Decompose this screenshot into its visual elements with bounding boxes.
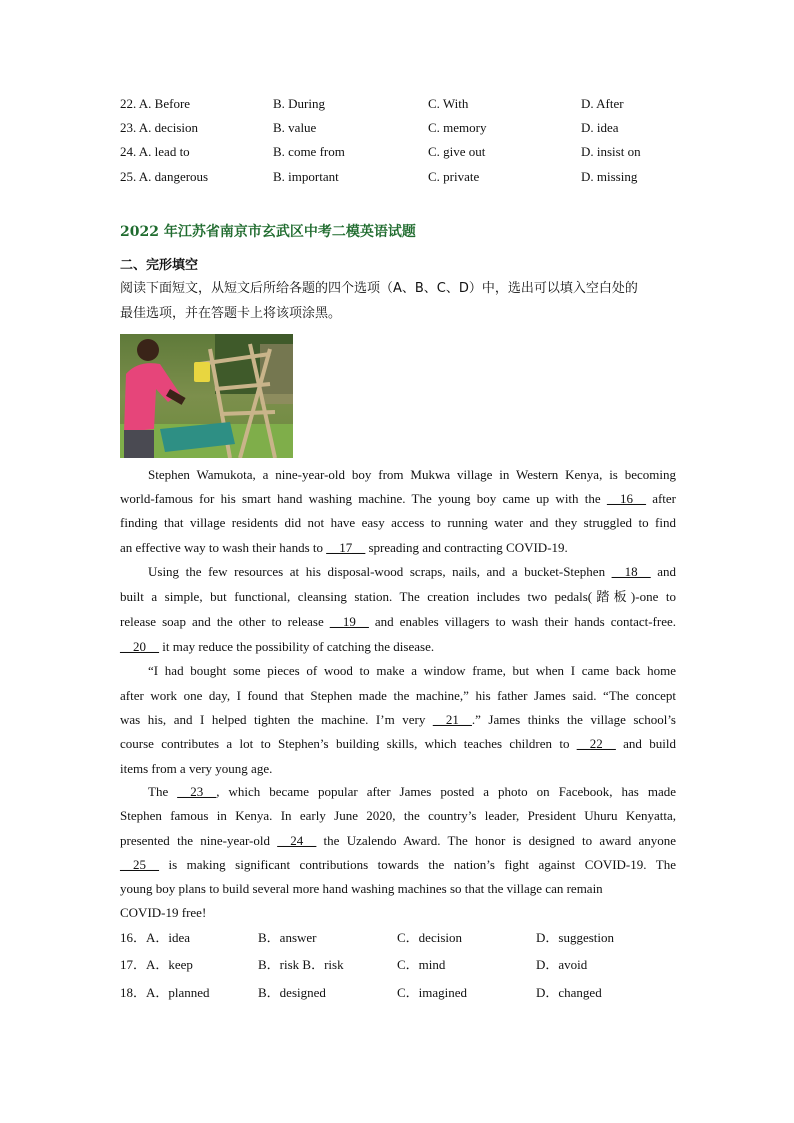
passage-line: course contributes a lot to Stephen’s building skills, which teaches children to __22__ and build (120, 736, 676, 751)
blank-23: __23__ (177, 784, 217, 799)
blank-22: __22__ (576, 736, 616, 751)
instruction-line: 最佳选项，并在答题卡上将该项涂黑。 (120, 306, 342, 321)
passage-line: presented the nine-year-old __24__ the Uzalendo Award. The honor is designed to award anyone (120, 833, 677, 848)
passage-line: __25__ is making significant contributions towards the nation’s fight against COVID-19. The (120, 857, 676, 872)
passage-line: Stephen famous in Kenya. In early June 2020, the country’s leader, President Uhuru Kenyatta, (120, 808, 676, 823)
blank-17: __17__ (326, 540, 366, 555)
passage-line: after work one day, I found that Stephen made the machine,” his father James said. “The concept (120, 688, 676, 703)
blank-21: __21__ (432, 712, 472, 727)
option-a: 25. A. dangerous (120, 169, 209, 184)
option-d: D. After (581, 96, 624, 111)
option-c: C. memory (428, 120, 487, 135)
exam-title: 2022 年江苏省南京市玄武区中考二模英语试题 (120, 224, 416, 240)
option-b: B．risk B．risk (258, 957, 344, 972)
option-a: 24. A. lead to (120, 144, 190, 159)
option-b: B. value (273, 120, 317, 135)
passage-line: items from a very young age. (120, 761, 273, 776)
passage-line: release soap and the other to release __19__ and enables villagers to wash their hands contact-free. (120, 614, 677, 629)
passage-line: Using the few resources at his disposal-wood scraps, nails, and a bucket-Stephen __18__ and (148, 564, 676, 579)
boy-washing-station-image (120, 334, 293, 458)
option-d: D. idea (581, 120, 619, 135)
option-b: B．designed (258, 985, 326, 1000)
blank-19: __19__ (329, 614, 369, 629)
option-a: 17．A．keep (120, 957, 193, 972)
passage-line: was his, and I helped tighten the machine. I’m very __21__.” James thinks the village school’s (120, 712, 676, 727)
passage-line: COVID-19 free! (120, 905, 207, 920)
section-heading: 二、完形填空 (120, 258, 199, 273)
option-d: D．suggestion (536, 930, 615, 945)
passage-line: finding that village residents did not have easy access to running water and they struggled to find (120, 515, 676, 530)
option-a: 16．A．idea (120, 930, 191, 945)
option-d: D．avoid (536, 957, 588, 972)
blank-18: __18__ (611, 564, 651, 579)
passage-line: young boy plans to build several more hand washing machines so that the village can remain (120, 881, 603, 896)
blank-20: __20__ (120, 639, 159, 654)
option-a: 18．A．planned (120, 985, 210, 1000)
passage-line: __20__ it may reduce the possibility of catching the disease. (120, 639, 435, 654)
option-c: C. With (428, 96, 469, 111)
option-c: C. give out (428, 144, 486, 159)
passage-line: world-famous for his smart hand washing machine. The young boy came up with the __16__ after (120, 491, 676, 506)
option-c: C．decision (397, 930, 462, 945)
option-a: 23. A. decision (120, 120, 198, 135)
passage-line: built a simple, but functional, cleansing station. The creation includes two pedals(踏板)-one to (120, 589, 676, 604)
option-b: B. During (273, 96, 325, 111)
blank-16: __16__ (606, 491, 646, 506)
passage-line: The __23__, which became popular after James posted a photo on Facebook, has made (148, 784, 676, 799)
passage-line: “I had bought some pieces of wood to make a window frame, but when I came back home (148, 663, 676, 678)
blank-24: __24__ (277, 833, 317, 848)
option-b: B．answer (258, 930, 317, 945)
passage-photo (120, 334, 293, 458)
option-b: B. come from (273, 144, 345, 159)
passage-line: an effective way to wash their hands to __17__ spreading and contracting COVID-19. (120, 540, 568, 555)
option-a: 22. A. Before (120, 96, 191, 111)
option-d: D. missing (581, 169, 638, 184)
option-b: B. important (273, 169, 339, 184)
option-c: C．mind (397, 957, 446, 972)
option-d: D. insist on (581, 144, 641, 159)
option-c: C. private (428, 169, 480, 184)
option-d: D．changed (536, 985, 602, 1000)
instruction-line: 阅读下面短文，从短文后所给各题的四个选项（A、B、C、D）中，选出可以填入空白处的 (120, 281, 638, 296)
option-c: C．imagined (397, 985, 468, 1000)
passage-line: Stephen Wamukota, a nine-year-old boy from Mukwa village in Western Kenya, is becoming (148, 467, 676, 482)
blank-25: __25__ (120, 857, 159, 872)
